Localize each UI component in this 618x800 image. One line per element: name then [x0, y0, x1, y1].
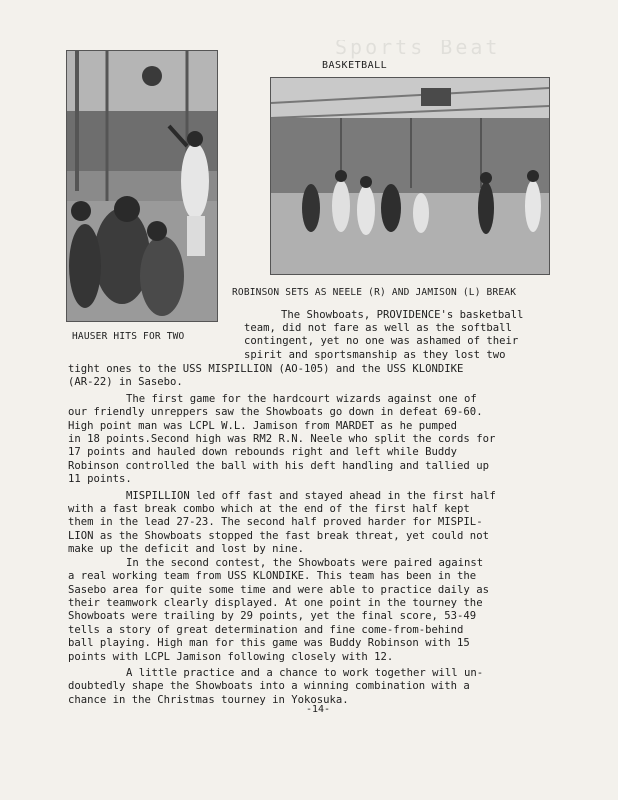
photo-team-break [270, 77, 550, 275]
text-line: their teamwork clearly displayed. At one point in the tourney the [68, 596, 483, 609]
section-heading: BASKETBALL [322, 60, 388, 71]
text-line: (AR-22) in Sasebo. [68, 376, 183, 389]
intro-line: team, did not fare as well as the softball [244, 322, 512, 335]
text-line: 11 points. [68, 473, 132, 486]
bleed-through-title: Sports Beat [335, 40, 501, 59]
text-line: High point man was LCPL W.L. Jamison from MARDET as he pumped [68, 419, 458, 432]
intro-line: contingent, yet no one was ashamed of their [244, 335, 519, 348]
photo-team-image [271, 78, 549, 274]
text-line: a real working team from USS KLONDIKE. This team has been in the [68, 570, 477, 583]
caption-team-break: ROBINSON SETS AS NEELE (R) AND JAMISON (L) BREAK [232, 287, 517, 298]
paragraph-mispillion [68, 490, 588, 557]
text-line: tells a story of great determination and fine come-from-behind [68, 623, 464, 636]
paragraph-second-contest [68, 557, 588, 664]
text-line: points with LCPL Jamison following closely with 12. [68, 650, 394, 663]
photo-hauser-shot [66, 50, 218, 322]
text-line: In the second contest, the Showboats were paired against [126, 556, 484, 569]
text-line: MISPILLION led off fast and stayed ahead in the first half [126, 489, 496, 502]
text-line: Robinson controlled the ball with his deft handling and tallied up [68, 459, 489, 472]
paragraph-closing [68, 667, 588, 707]
paragraph-opening [68, 363, 588, 390]
text-line: 17 points and hauled down rebounds right and left while Buddy [68, 446, 458, 459]
text-line: LION as the Showboats stopped the fast break threat, yet could not [68, 529, 489, 542]
caption-hauser: HAUSER HITS FOR TWO [72, 331, 185, 342]
photo-hauser-image [67, 51, 217, 321]
intro-line: The Showboats, PROVIDENCE's basketball [281, 309, 524, 321]
text-line: in 18 points.Second high was RM2 R.N. Neele who split the cords for [68, 433, 496, 446]
text-line: chance in the Christmas tourney in Yokosuka. [68, 693, 349, 706]
text-line: make up the deficit and lost by nine. [68, 543, 304, 556]
intro-paragraph [244, 309, 579, 362]
page-number: -14- [306, 704, 331, 715]
article-body [68, 363, 588, 707]
paragraph-first-game [68, 393, 588, 487]
text-line: Sasebo area for quite some time and were able to practice daily as [68, 583, 489, 596]
text-line: tight ones to the USS MISPILLION (AO-105) and the USS KLONDIKE [68, 363, 464, 375]
text-line: doubtedly shape the Showboats into a winning combination with a [68, 680, 470, 693]
text-line: with a fast break combo which at the end of the first half kept [68, 503, 470, 516]
text-line: ball playing. High man for this game was Buddy Robinson with 15 [68, 637, 470, 650]
text-line: them in the lead 27-23. The second half proved harder for MISPIL- [68, 516, 483, 529]
text-line: Showboats were trailing by 29 points, yet the final score, 53-49 [68, 610, 477, 623]
intro-line: spirit and sportsmanship as they lost two [244, 348, 506, 361]
text-line: The first game for the hardcourt wizards against one of [126, 392, 477, 405]
text-line: A little practice and a chance to work together will un- [126, 666, 484, 679]
text-line: our friendly unreppers saw the Showboats go down in defeat 69-60. [68, 406, 483, 419]
